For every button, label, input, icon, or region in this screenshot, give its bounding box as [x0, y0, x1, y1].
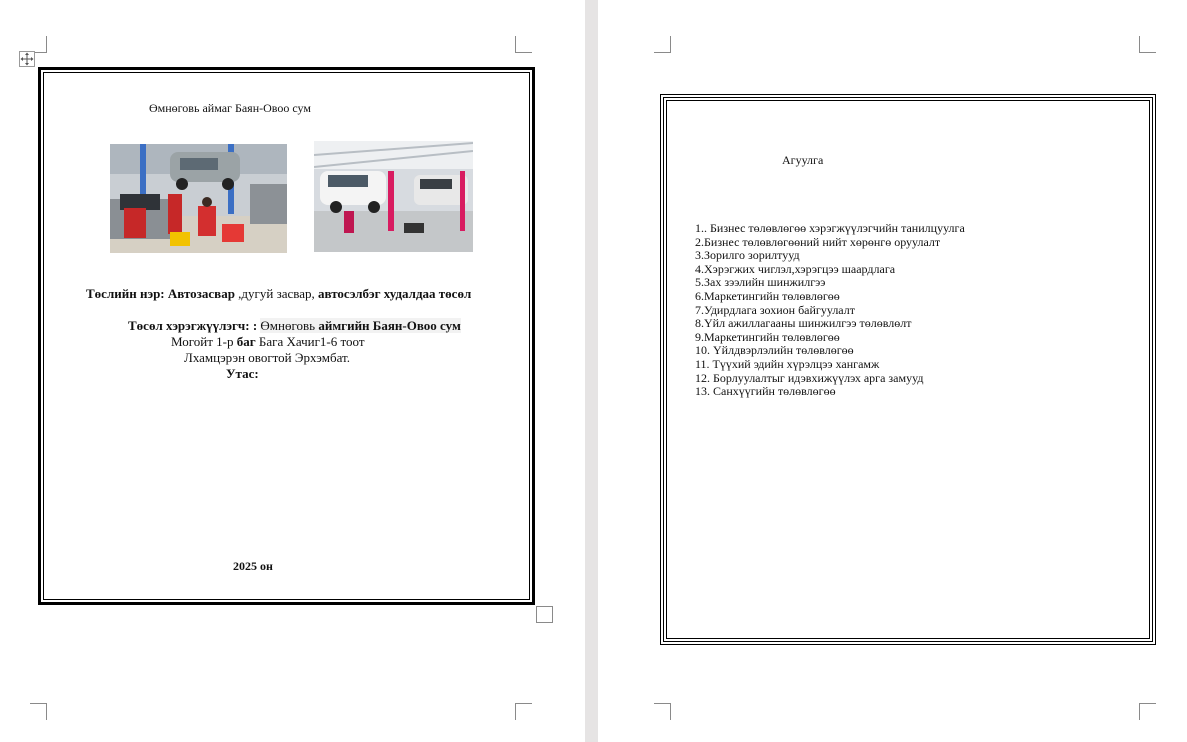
toc-item: 5.Зах зээлийн шинжилгээ	[695, 275, 826, 290]
project-name: Төслийн нэр: Автозасвар ,дугуй засвар, автосэлбэг худалдаа төсөл	[86, 286, 472, 301]
resize-square-icon[interactable]	[536, 606, 553, 623]
crop-mark-top-left	[654, 36, 671, 53]
toc-item: 12. Борлуулалтыг идэвхижүүлэх арга замууд	[695, 370, 924, 385]
toc-item: 6.Маркетингийн төлөвлөгөө	[695, 288, 840, 303]
toc-item: 10. Үйлдвэрлэлийн төлөвлөгөө	[695, 343, 854, 358]
toc-item: 2.Бизнес төлөвлөгөөний нийт хөрөнгө оруулалт	[695, 234, 941, 249]
toc-title: Агуулга	[782, 153, 824, 167]
executor-person: Лхамцэрэн овогтой Эрхэмбат.	[184, 350, 350, 365]
move-arrows-icon[interactable]	[19, 51, 35, 67]
crop-mark-bottom-left	[30, 703, 47, 720]
crop-mark-bottom-right	[515, 703, 532, 720]
garage-photo-2	[314, 141, 473, 252]
toc-item: 1.. Бизнес төлөвлөгөө хэрэгжүүлэгчийн танилцуулга	[695, 221, 965, 235]
crop-mark-bottom-right	[1139, 703, 1156, 720]
toc-item: 13. Санхүүгийн төлөвлөгөө	[695, 384, 836, 399]
executor-address: Могойт 1-р баг Бага Хачиг1-6 тоот	[171, 334, 365, 349]
toc-item: 3.Зорилго зорилтууд	[695, 248, 800, 263]
crop-mark-bottom-left	[654, 703, 671, 720]
toc-item: 9.Маркетингийн төлөвлөгөө	[695, 329, 840, 344]
cover-year: 2025 он	[233, 559, 273, 573]
toc-item: 4.Хэрэгжих чиглэл,хэрэгцээ шаардлага	[695, 261, 896, 276]
phone-label: Утас:	[226, 366, 259, 381]
toc-item: 11. Түүхий эдийн хүрэлцээ хангамж	[695, 356, 880, 371]
toc-list	[695, 222, 965, 399]
crop-mark-top-right	[1139, 36, 1156, 53]
page-gutter	[585, 0, 598, 742]
project-executor: Төсөл хэрэгжүүлэгч: : Өмнөговь аймгийн Баян-Овоо сум	[128, 318, 461, 333]
cover-location: Өмнөговь аймаг Баян-Овоо сум	[149, 101, 311, 115]
toc-item: 7.Удирдлага зохион байгуулалт	[695, 302, 855, 317]
toc-item: 8.Үйл ажиллагааны шинжилгээ төлөвлөлт	[695, 316, 912, 331]
crop-mark-top-right	[515, 36, 532, 53]
garage-photo-1	[110, 144, 287, 253]
